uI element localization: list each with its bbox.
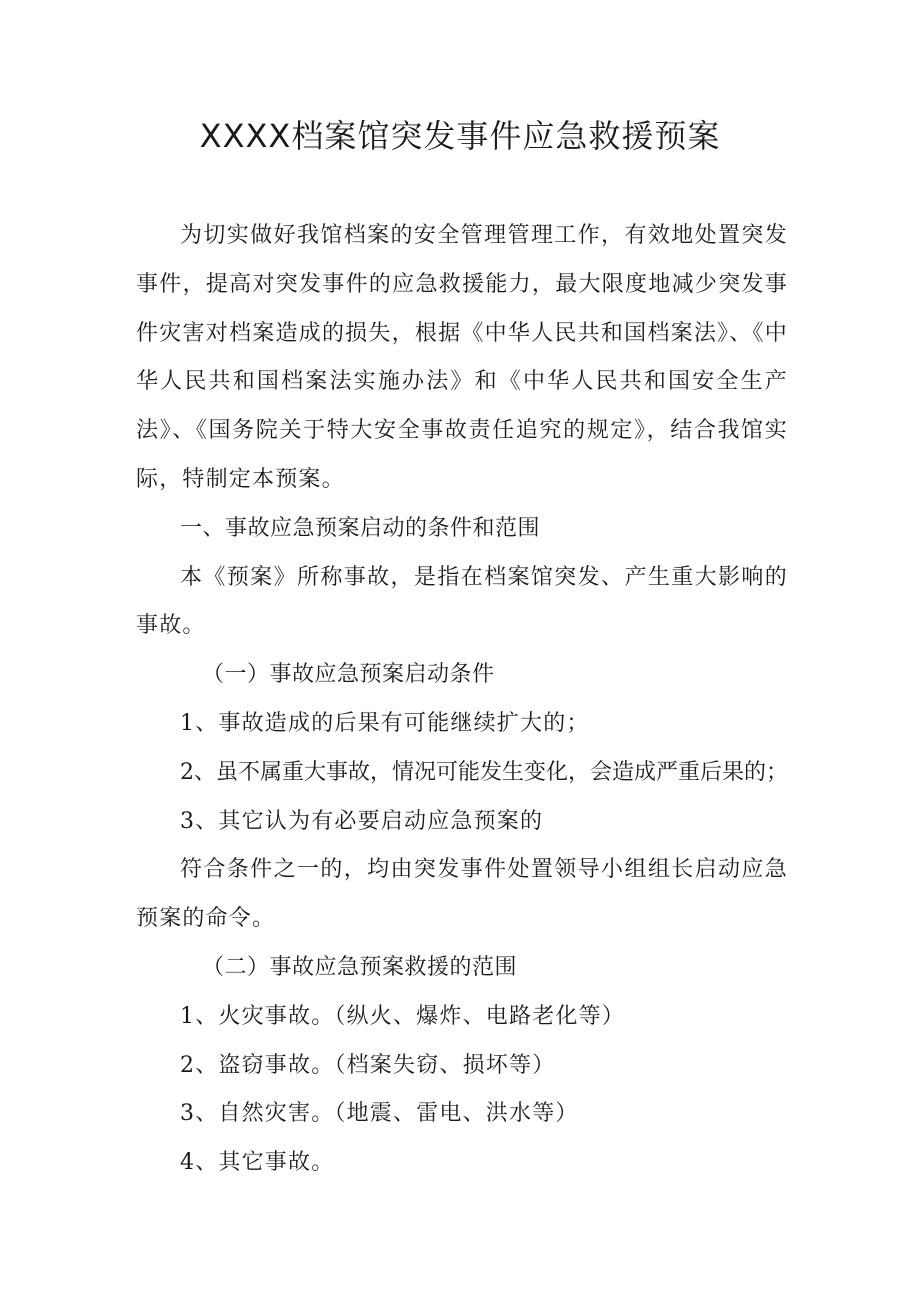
subsection-heading-conditions: （一）事故应急预案启动条件 bbox=[202, 662, 495, 688]
list-item: 3、其它认为有必要启动应急预案的 bbox=[180, 808, 544, 834]
closing-paragraph: 符合条件之一的，均由突发事件处置领导小组组长启动应急预案的命令。 bbox=[136, 857, 788, 932]
definition-paragraph: 本《预案》所称事故，是指在档案馆突发、产生重大影响的事故。 bbox=[136, 564, 788, 639]
intro-paragraph: 为切实做好我馆档案的安全管理管理工作，有效地处置突发事件，提高对突发事件的应急救援能力，最大限度地减少突发事件灾害对档案造成的损失，根据《中华人民共和国档案法》、《中华人民共和国档案法实施办法》和《中华人民共和国安全生产法》、《国务院关于特大安全事故责任追究的规定》，结合我馆实际，特制定本预案。 bbox=[136, 223, 788, 492]
list-item: 3、自然灾害。（地震、雷电、洪水等） bbox=[180, 1101, 579, 1127]
section-heading: 一、事故应急预案启动的条件和范围 bbox=[180, 515, 541, 541]
document-body bbox=[136, 212, 788, 1188]
document-title: XXXX档案馆突发事件应急救援预案 bbox=[199, 117, 721, 155]
subsection-heading-scope: （二）事故应急预案救援的范围 bbox=[202, 954, 518, 980]
list-item: 4、其它事故。 bbox=[180, 1150, 335, 1176]
list-item: 1、事故造成的后果有可能继续扩大的； bbox=[180, 710, 590, 736]
list-item: 2、虽不属重大事故，情况可能发生变化，会造成严重后果的； bbox=[180, 759, 788, 785]
list-item: 2、盗窃事故。（档案失窃、损坏等） bbox=[180, 1052, 556, 1078]
list-item: 1、火灾事故。（纵火、爆炸、电路老化等） bbox=[180, 1003, 625, 1029]
